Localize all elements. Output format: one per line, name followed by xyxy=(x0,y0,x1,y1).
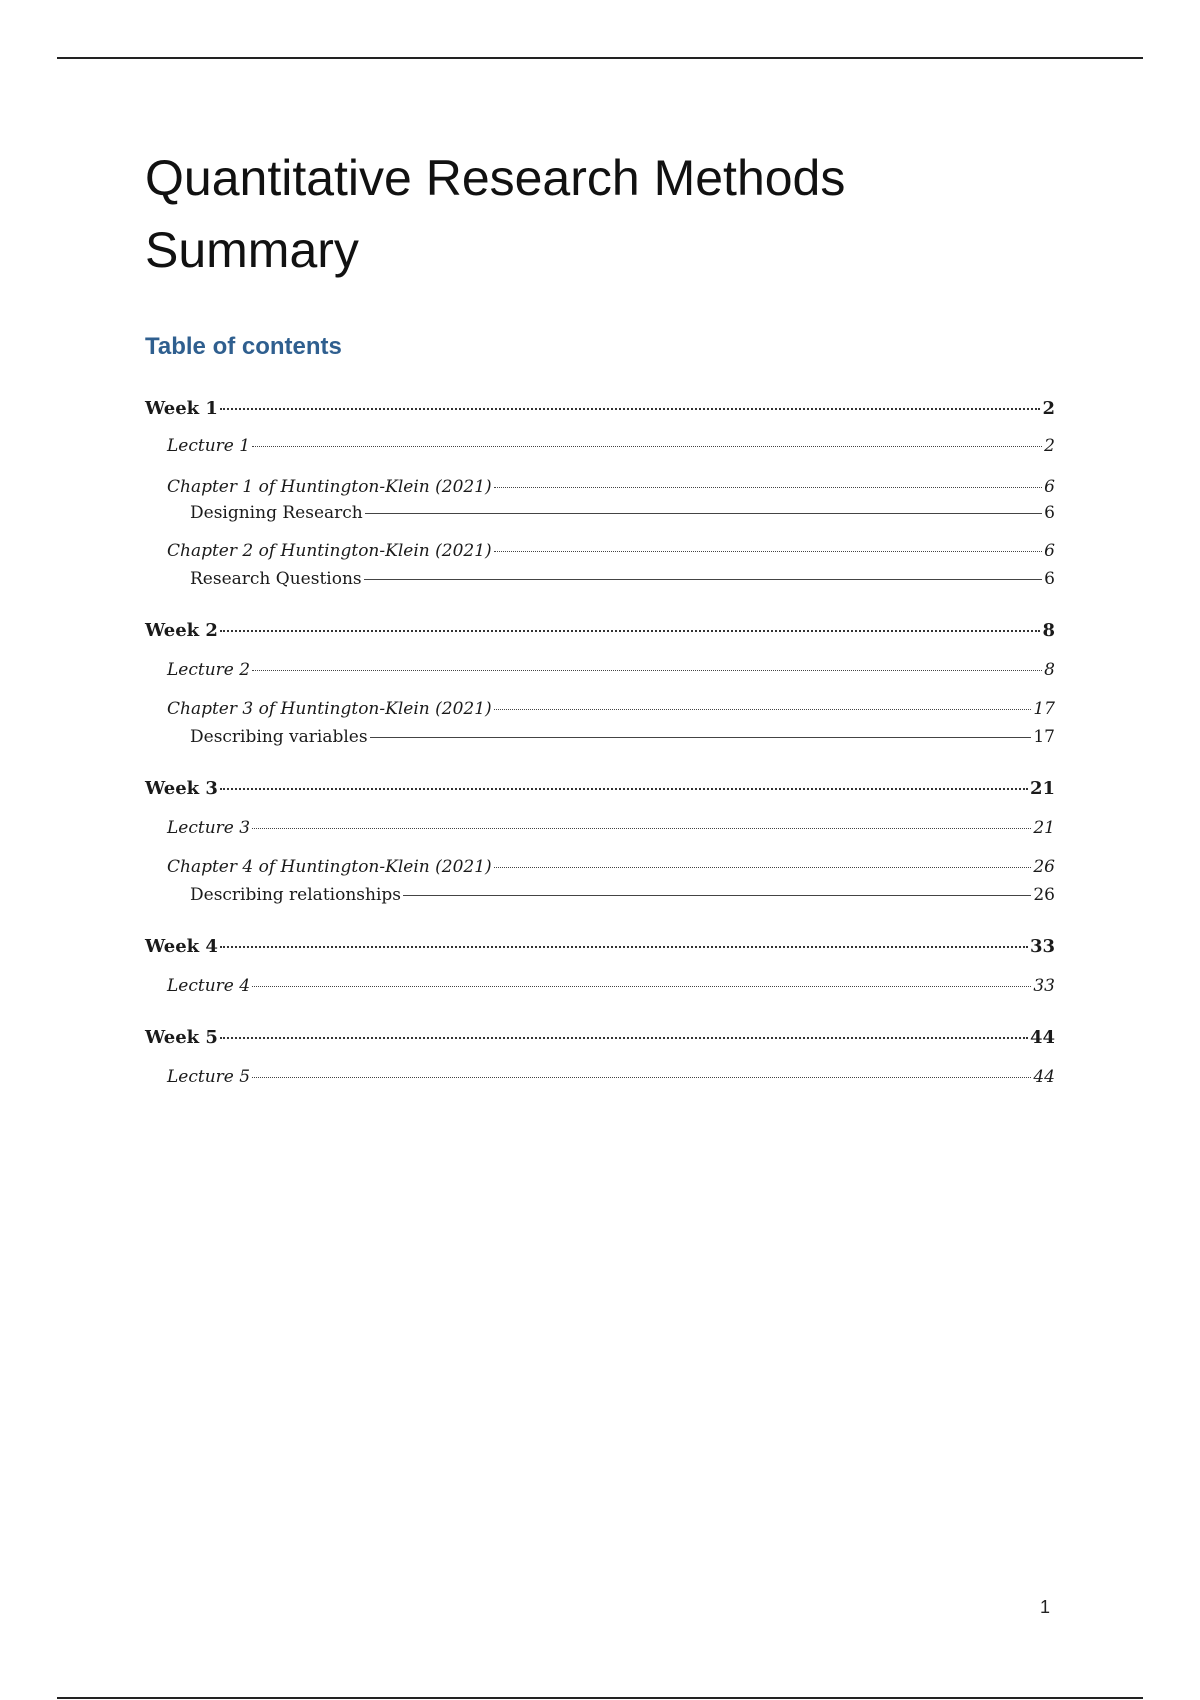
toc-heading: Table of contents xyxy=(145,333,342,360)
toc-entry-label: Week 1 xyxy=(145,398,218,419)
toc-entry-lecture-1[interactable] xyxy=(167,436,1055,456)
toc-entry-label: Lecture 3 xyxy=(167,818,251,838)
toc-entry-page: 17 xyxy=(1033,727,1055,747)
toc-entry-page: 44 xyxy=(1029,1027,1055,1048)
toc-leader xyxy=(220,630,1041,632)
toc-entry-label: Describing variables xyxy=(190,727,368,747)
toc-entry-week-1[interactable] xyxy=(145,398,1055,419)
toc-entry-page: 6 xyxy=(1044,477,1055,497)
toc-entry-page: 44 xyxy=(1033,1067,1055,1087)
toc-leader xyxy=(370,737,1032,738)
toc-entry-page: 6 xyxy=(1044,541,1055,561)
toc-leader xyxy=(252,1077,1031,1078)
toc-leader xyxy=(364,579,1043,580)
toc-entry-label: Chapter 2 of Huntington-Klein (2021) xyxy=(167,541,492,561)
toc-entry-page: 6 xyxy=(1044,569,1055,589)
toc-entry-label: Lecture 2 xyxy=(167,660,251,680)
toc-entry-page: 2 xyxy=(1042,398,1055,419)
toc-entry-page: 33 xyxy=(1033,976,1055,996)
toc-entry-label: Chapter 4 of Huntington-Klein (2021) xyxy=(167,857,492,877)
toc-entry-lecture-3[interactable] xyxy=(167,818,1055,838)
toc-entry-week-3[interactable] xyxy=(145,778,1055,799)
toc-entry-designing-research[interactable] xyxy=(190,503,1055,523)
toc-entry-label: Week 2 xyxy=(145,620,218,641)
toc-entry-label: Lecture 1 xyxy=(167,436,251,456)
toc-leader xyxy=(494,551,1043,552)
toc-entry-label: Lecture 4 xyxy=(167,976,251,996)
toc-entry-page: 21 xyxy=(1033,818,1055,838)
document-title xyxy=(145,142,1045,286)
page-number: 1 xyxy=(1040,1597,1051,1617)
toc-leader xyxy=(403,895,1031,896)
toc-entry-lecture-2[interactable] xyxy=(167,660,1055,680)
toc-entry-research-questions[interactable] xyxy=(190,569,1055,589)
toc-entry-chapter-1[interactable] xyxy=(167,477,1055,497)
toc-leader xyxy=(252,828,1031,829)
toc-leader xyxy=(252,670,1042,671)
toc-leader xyxy=(252,446,1042,447)
toc-entry-page: 2 xyxy=(1044,436,1055,456)
toc-entry-page: 26 xyxy=(1033,857,1055,877)
toc-entry-page: 33 xyxy=(1029,936,1055,957)
document-title-line-1: Quantitative Research Methods xyxy=(145,150,846,206)
toc-entry-week-4[interactable] xyxy=(145,936,1055,957)
toc-leader xyxy=(365,513,1042,514)
header-rule xyxy=(57,57,1143,59)
toc-entry-describing-variables[interactable] xyxy=(190,727,1055,747)
toc-entry-page: 21 xyxy=(1029,778,1055,799)
toc-entry-page: 6 xyxy=(1044,503,1055,523)
toc-entry-page: 26 xyxy=(1033,885,1055,905)
toc-leader xyxy=(252,986,1031,987)
toc-entry-label: Designing Research xyxy=(190,503,363,523)
toc-leader xyxy=(220,788,1028,790)
toc-entry-lecture-5[interactable] xyxy=(167,1067,1055,1087)
toc-leader xyxy=(220,946,1028,948)
toc-entry-week-5[interactable] xyxy=(145,1027,1055,1048)
toc-entry-lecture-4[interactable] xyxy=(167,976,1055,996)
toc-entry-page: 17 xyxy=(1033,699,1055,719)
toc-entry-label: Chapter 3 of Huntington-Klein (2021) xyxy=(167,699,492,719)
toc-entry-label: Week 3 xyxy=(145,778,218,799)
toc-entry-chapter-2[interactable] xyxy=(167,541,1055,561)
toc-entry-week-2[interactable] xyxy=(145,620,1055,641)
toc-entry-label: Week 5 xyxy=(145,1027,218,1048)
footer-rule xyxy=(57,1697,1143,1699)
toc-entry-label: Lecture 5 xyxy=(167,1067,251,1087)
toc-leader xyxy=(220,1037,1028,1039)
toc-entry-page: 8 xyxy=(1044,660,1055,680)
toc-leader xyxy=(494,709,1032,710)
toc-entry-describing-relationships[interactable] xyxy=(190,885,1055,905)
toc-entry-chapter-3[interactable] xyxy=(167,699,1055,719)
toc-entry-chapter-4[interactable] xyxy=(167,857,1055,877)
toc-leader xyxy=(494,867,1032,868)
toc-leader xyxy=(220,408,1041,410)
toc-leader xyxy=(494,487,1043,488)
toc-entry-label: Describing relationships xyxy=(190,885,401,905)
document-title-line-2: Summary xyxy=(145,222,359,278)
toc-entry-page: 8 xyxy=(1042,620,1055,641)
toc-entry-label: Week 4 xyxy=(145,936,218,957)
toc-entry-label: Chapter 1 of Huntington-Klein (2021) xyxy=(167,477,492,497)
toc-entry-label: Research Questions xyxy=(190,569,362,589)
